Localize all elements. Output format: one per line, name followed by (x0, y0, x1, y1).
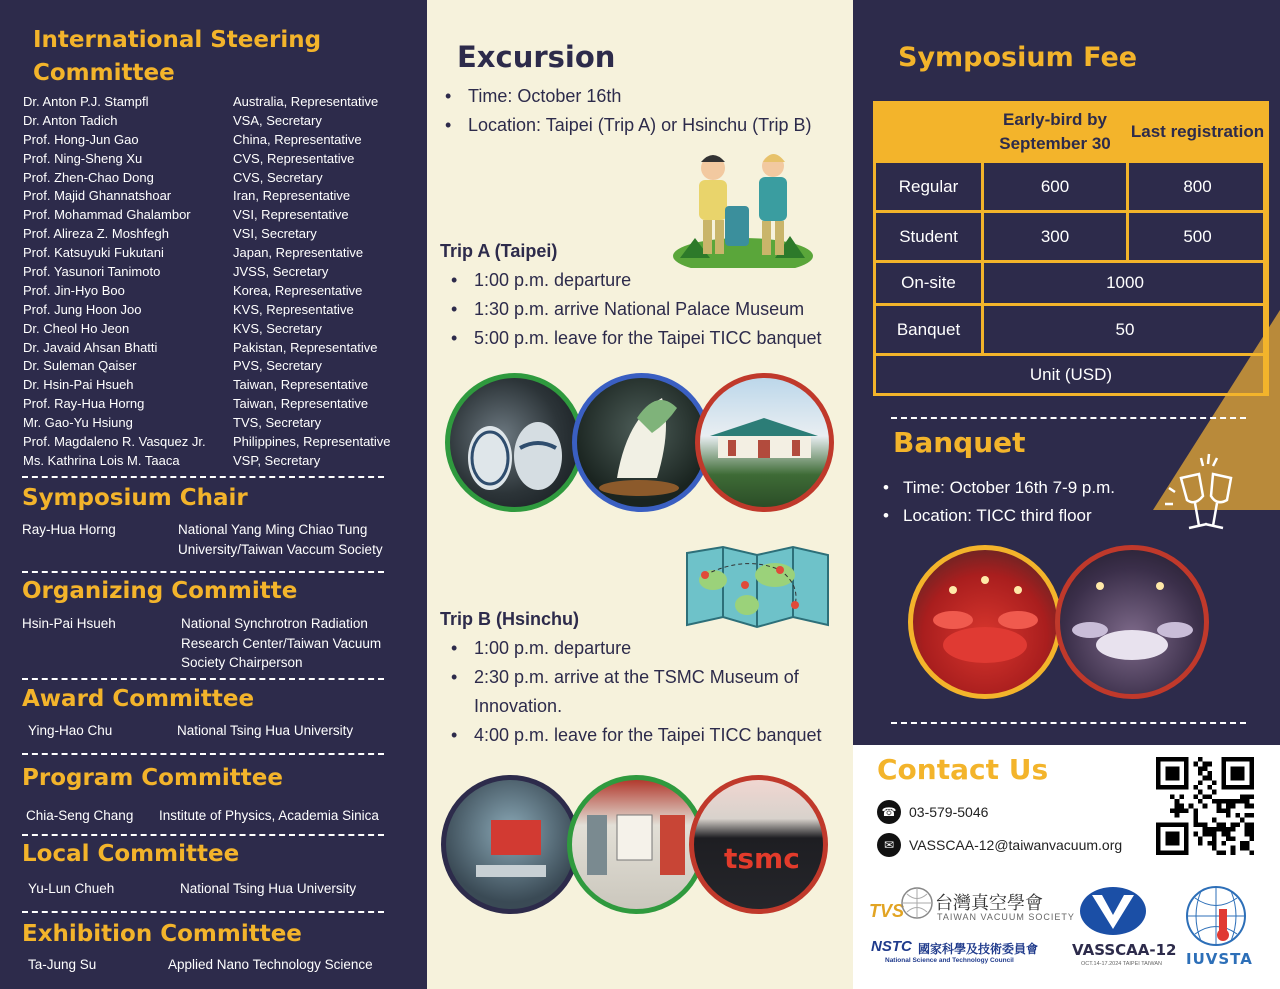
fee-header-last: Last registration (1126, 101, 1269, 163)
trip-a-item: • 1:30 p.m. arrive National Palace Museum (446, 295, 822, 324)
isc-member-name: Ms. Kathrina Lois M. Taaca (23, 452, 180, 468)
isc-member-role: Taiwan, Representative (233, 377, 369, 393)
committee-panel (0, 0, 427, 989)
divider (891, 722, 1246, 724)
email-line (877, 833, 1122, 857)
phone-icon: ☎ (877, 800, 901, 824)
isc-member-row (23, 339, 423, 358)
divider (22, 678, 384, 680)
banquet-hall-purple-photo (1055, 545, 1209, 699)
fee-header-blank (873, 101, 984, 163)
isc-member-row (23, 150, 423, 169)
contact-panel (853, 745, 1280, 989)
isc-member-name: Mr. Gao-Yu Hsiung (23, 415, 133, 431)
fee-cell: 600 (981, 160, 1129, 213)
trip-b-item: • 1:00 p.m. departure (446, 634, 846, 663)
vasscaa-v-icon (1078, 885, 1148, 937)
isc-member-name: Prof. Jung Hoon Joo (23, 301, 142, 317)
iuvsta-globe-icon (1183, 883, 1249, 949)
excursion-location: • Location: Taipei (Trip A) or Hsinchu (Trip B) (440, 111, 811, 140)
isc-member-row (23, 263, 423, 282)
fee-row-label: Banquet (873, 303, 984, 356)
isc-member-role: China, Representative (233, 131, 362, 147)
isc-member-name: Prof. Alireza Z. Moshfegh (23, 226, 169, 242)
award-name: Ying-Hao Chu (28, 723, 113, 738)
isc-member-row (23, 244, 423, 263)
tsmc-museum-photo (689, 775, 828, 914)
excursion-info (440, 82, 811, 140)
fee-unit: Unit (USD) (873, 353, 1269, 396)
isc-member-name: Dr. Cheol Ho Jeon (23, 320, 130, 336)
organizing-name: Hsin-Pai Hsueh (22, 616, 116, 631)
program-org: Institute of Physics, Academia Sinica (159, 808, 379, 823)
symposium-chair-title: Symposium Chair (22, 485, 248, 511)
isc-member-role: CVS, Secretary (233, 169, 323, 185)
isc-member-role: KVS, Representative (233, 301, 354, 317)
isc-member-row (23, 433, 423, 452)
email-address[interactable]: VASSCAA-12@taiwanvacuum.org (909, 837, 1123, 853)
isc-member-name: Dr. Anton Tadich (23, 112, 118, 128)
isc-member-row (23, 169, 423, 188)
isc-member-row (23, 357, 423, 376)
isc-member-row (23, 395, 423, 414)
fee-cell: 50 (981, 303, 1269, 356)
champagne-toast-icon (1151, 448, 1261, 538)
isc-member-name: Dr. Javaid Ahsan Bhatti (23, 339, 158, 355)
isc-member-name: Prof. Majid Ghannatshoar (23, 188, 172, 204)
isc-member-name: Prof. Yasunori Tanimoto (23, 264, 161, 280)
isc-member-name: Dr. Anton P.J. Stampfl (23, 94, 149, 109)
fee-cell: 1000 (981, 260, 1269, 306)
banquet-info (883, 474, 1115, 530)
isc-member-role: VSA, Secretary (233, 112, 322, 128)
isc-member-list (23, 93, 423, 471)
tvs-abbr: TVS (869, 901, 905, 921)
museum-hall-photo (441, 775, 580, 914)
nstc-cn: 國家科學及技術委員會 (918, 942, 1039, 956)
travelers-illustration (655, 148, 830, 268)
isc-member-role: TVS, Secretary (233, 415, 322, 431)
isc-member-row (23, 320, 423, 339)
isc-member-name: Prof. Katsuyuki Fukutani (23, 245, 164, 261)
isc-member-role: Australia, Representative (233, 94, 379, 109)
jadeite-cabbage-photo (572, 373, 711, 512)
isc-member-name: Prof. Hong-Jun Gao (23, 131, 139, 147)
banquet-title: Banquet (893, 426, 1026, 459)
chair-org: National Yang Ming Chiao Tung University/Taiwan Vaccum Society (178, 522, 383, 557)
trip-a-item: • 1:00 p.m. departure (446, 266, 822, 295)
isc-member-role: VSP, Secretary (233, 452, 321, 468)
tsmc-sign: tsmc (724, 842, 800, 875)
isc-member-row (23, 452, 423, 471)
isc-member-role: Japan, Representative (233, 245, 364, 261)
isc-member-row (23, 206, 423, 225)
isc-member-role: CVS, Representative (233, 150, 355, 166)
fee-row-label: Regular (873, 160, 984, 213)
isc-member-name: Prof. Magdaleno R. Vasquez Jr. (23, 434, 206, 450)
fee-banquet-panel (853, 0, 1280, 745)
fee-row-label: On-site (873, 260, 984, 306)
trip-b-list (446, 634, 846, 750)
divider (891, 417, 1246, 419)
map-illustration (685, 545, 830, 630)
fee-row-label: Student (873, 210, 984, 263)
isc-member-name: Prof. Jin-Hyo Boo (23, 282, 125, 298)
isc-member-role: Iran, Representative (233, 188, 351, 204)
isc-member-role: VSI, Secretary (233, 226, 317, 242)
isc-member-row (23, 187, 423, 206)
banquet-time: • Time: October 16th 7-9 p.m. (883, 474, 1115, 502)
isc-member-name: Dr. Hsin-Pai Hsueh (23, 377, 134, 393)
vasscaa-name: VASSCAA-12 (1072, 941, 1177, 959)
vasscaa-date: OCT.14-17.2024 TAIPEI TAIWAN (1081, 961, 1163, 967)
phone-line (877, 800, 988, 824)
isc-member-row (23, 301, 423, 320)
fee-cell: 500 (1126, 210, 1269, 263)
tvs-en: TAIWAN VACUUM SOCIETY (937, 912, 1075, 922)
isc-member-row (23, 112, 423, 131)
museum-exhibit-photo (567, 775, 706, 914)
trip-b-item: • 2:30 p.m. arrive at the TSMC Museum of Innovation. (446, 663, 806, 721)
excursion-panel (427, 0, 853, 989)
exhibition-committee-title: Exhibition Committee (22, 921, 302, 947)
isc-title: International Steering Committee (33, 27, 322, 86)
isc-member-role: PVS, Secretary (233, 358, 322, 374)
globe-icon (899, 885, 935, 921)
excursion-title: Excursion (457, 40, 616, 74)
isc-member-name: Prof. Ray-Hua Horng (23, 396, 145, 412)
divider (22, 753, 384, 755)
organizing-committee-title: Organizing Committe (22, 578, 298, 604)
qr-code[interactable] (1156, 757, 1254, 855)
isc-member-row (23, 282, 423, 301)
banquet-location: • Location: TICC third floor (883, 502, 1115, 530)
trip-b-item: • 4:00 p.m. leave for the Taipei TICC banquet (446, 721, 846, 750)
porcelain-vase-photo (445, 373, 584, 512)
exhibition-org: Applied Nano Technology Science (168, 957, 373, 972)
isc-member-role: Taiwan, Representative (233, 396, 369, 412)
fee-cell: 800 (1126, 160, 1269, 213)
isc-member-role: Philippines, Representative (233, 434, 391, 450)
fee-header-early: Early-bird by September 30 (981, 101, 1129, 163)
isc-member-name: Dr. Suleman Qaiser (23, 358, 137, 374)
exhibition-name: Ta-Jung Su (28, 957, 97, 972)
chair-name: Ray-Hua Horng (22, 522, 116, 537)
trip-a-title: Trip A (Taipei) (440, 241, 558, 261)
banquet-hall-red-photo (908, 545, 1062, 699)
isc-member-row (23, 93, 423, 112)
isc-member-row (23, 131, 423, 150)
local-committee-title: Local Committee (22, 841, 240, 867)
local-name: Yu-Lun Chueh (28, 881, 115, 896)
isc-member-row (23, 414, 423, 433)
nstc-abbr: NSTC (871, 938, 912, 955)
isc-member-role: JVSS, Secretary (233, 264, 329, 280)
award-committee-title: Award Committee (22, 686, 255, 712)
envelope-icon: ✉ (877, 833, 901, 857)
isc-member-role: Pakistan, Representative (233, 339, 378, 355)
fee-cell: 300 (981, 210, 1129, 263)
organizing-org: National Synchrotron Radiation Research Center/Taiwan Vacuum Society Chairperson (181, 616, 382, 670)
divider (22, 834, 384, 836)
local-org: National Tsing Hua University (180, 881, 357, 896)
isc-member-row (23, 225, 423, 244)
fee-title: Symposium Fee (898, 42, 1138, 73)
iuvsta-name: IUVSTA (1186, 950, 1253, 968)
program-committee-title: Program Committee (22, 765, 283, 791)
trip-b-title: Trip B (Hsinchu) (440, 609, 579, 629)
isc-member-role: KVS, Secretary (233, 320, 322, 336)
isc-member-role: Korea, Representative (233, 282, 363, 298)
tvs-cn: 台灣真空學會 (935, 893, 1043, 913)
divider (22, 571, 384, 573)
isc-member-name: Prof. Zhen-Chao Dong (23, 169, 154, 185)
trip-a-list (446, 266, 822, 353)
isc-member-name: Prof. Ning-Sheng Xu (23, 150, 143, 166)
divider (22, 911, 384, 913)
nstc-en: National Science and Technology Council (885, 957, 1014, 964)
divider (22, 476, 384, 478)
trip-a-item: • 5:00 p.m. leave for the Taipei TICC banquet (446, 324, 822, 353)
isc-member-role: VSI, Representative (233, 207, 349, 223)
national-palace-museum-photo (695, 373, 834, 512)
isc-member-name: Prof. Mohammad Ghalambor (23, 207, 191, 223)
contact-title: Contact Us (877, 753, 1049, 786)
isc-member-row (23, 376, 423, 395)
excursion-time: • Time: October 16th (440, 82, 811, 111)
program-name: Chia-Seng Chang (26, 808, 134, 823)
award-org: National Tsing Hua University (177, 723, 354, 738)
fee-table (873, 101, 1266, 396)
phone-number[interactable]: 03-579-5046 (909, 804, 989, 820)
